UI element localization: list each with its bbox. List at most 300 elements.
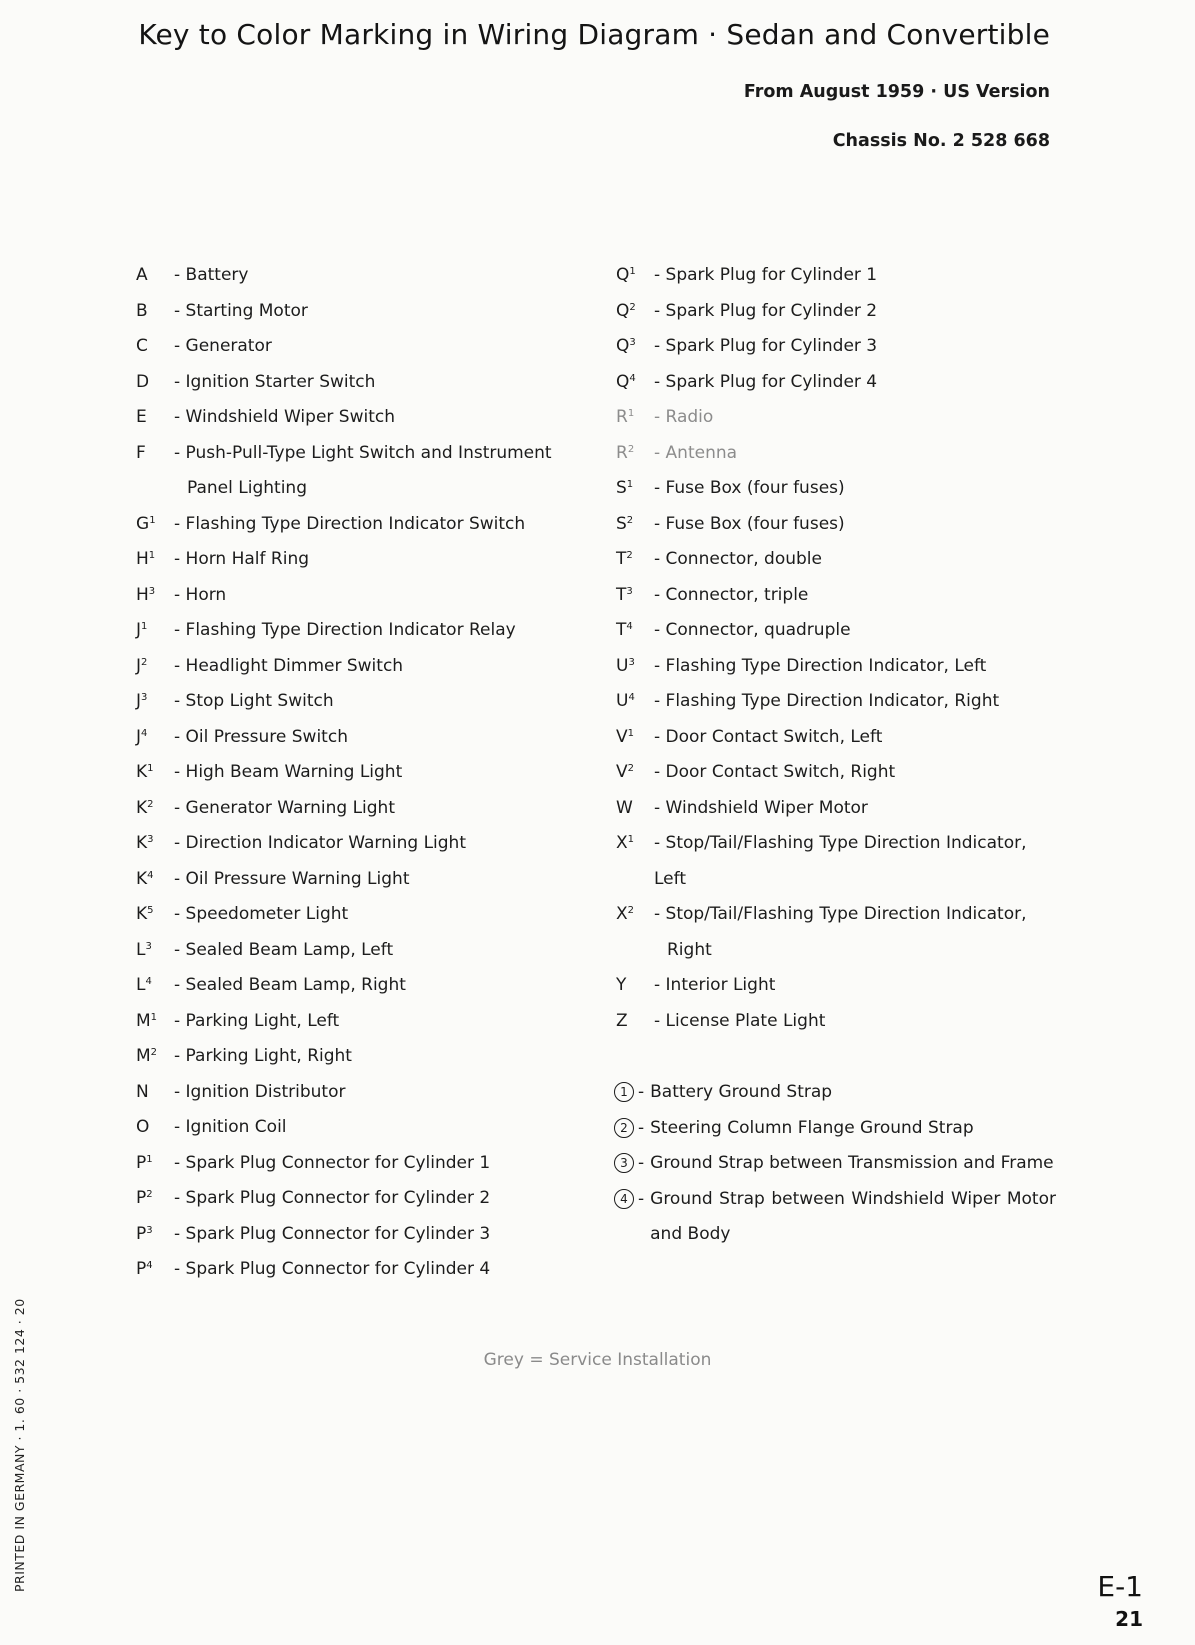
legend-entry bbox=[136, 649, 596, 685]
legend-entry bbox=[136, 1004, 596, 1040]
entry-code bbox=[616, 294, 654, 330]
entry-letter: W bbox=[616, 797, 633, 818]
entry-label bbox=[174, 862, 596, 898]
ground-strap-label: Battery Ground Strap bbox=[650, 1082, 833, 1102]
entry-letter: Q bbox=[616, 371, 630, 392]
legend-entry bbox=[616, 897, 1056, 968]
entry-superscript: 3 bbox=[141, 692, 148, 703]
entry-code bbox=[136, 862, 174, 898]
entry-letter: P bbox=[136, 1188, 147, 1208]
ground-strap-entry bbox=[614, 1111, 1056, 1147]
entry-superscript: 1 bbox=[629, 266, 636, 277]
entry-label-text: - Stop Light Switch bbox=[174, 691, 334, 711]
page-title: Key to Color Marking in Wiring Diagram · Sedan and Convertible bbox=[138, 18, 1050, 51]
legend-entry bbox=[136, 1181, 596, 1217]
entry-label bbox=[174, 826, 596, 862]
entry-superscript: 2 bbox=[150, 1047, 158, 1058]
entry-letter: Z bbox=[616, 1010, 628, 1031]
legend-entry bbox=[616, 968, 1056, 1004]
entry-label bbox=[654, 436, 1056, 472]
entry-code bbox=[616, 471, 654, 507]
entry-letter: L bbox=[136, 939, 146, 960]
legend-entry bbox=[136, 897, 596, 933]
ground-strap-label: Ground Strap between Windshield Wiper Motor and Body bbox=[650, 1188, 1056, 1244]
legend-entry bbox=[616, 258, 1056, 294]
entry-label bbox=[654, 400, 1056, 436]
entry-code bbox=[136, 613, 174, 649]
entry-label bbox=[174, 968, 596, 1004]
legend-entry bbox=[136, 755, 596, 791]
entry-superscript: 3 bbox=[628, 656, 635, 668]
entry-label bbox=[174, 1252, 596, 1288]
entry-label-text: - Antenna bbox=[654, 442, 738, 463]
entry-code bbox=[616, 258, 654, 294]
ground-strap-entry bbox=[614, 1182, 1056, 1253]
entry-letter: D bbox=[136, 371, 150, 392]
grey-legend: Grey = Service Installation bbox=[483, 1350, 712, 1370]
entry-label bbox=[174, 1181, 596, 1217]
entry-superscript: 2 bbox=[627, 763, 635, 774]
entry-superscript: 3 bbox=[147, 834, 154, 845]
entry-letter: Q bbox=[616, 336, 630, 356]
entry-letter: O bbox=[136, 1117, 150, 1137]
entry-superscript: 5 bbox=[147, 905, 154, 916]
entry-label bbox=[654, 791, 1056, 827]
entry-label bbox=[654, 471, 1056, 507]
chassis-subtitle: Chassis No. 2 528 668 bbox=[832, 131, 1050, 151]
entry-letter: P bbox=[136, 1259, 147, 1279]
entry-label-text: - Parking Light, Right bbox=[174, 1046, 352, 1066]
entry-code bbox=[136, 542, 174, 578]
entry-code bbox=[136, 897, 174, 933]
entry-letter: V bbox=[616, 762, 628, 782]
legend-entry bbox=[616, 578, 1056, 614]
entry-label-text: - Oil Pressure Switch bbox=[174, 726, 348, 747]
page-code: E-1 bbox=[1097, 1570, 1143, 1603]
entry-label-text: - Stop/Tail/Flashing Type Direction Indicator, Left bbox=[654, 833, 1027, 889]
entry-label-text: - Radio bbox=[654, 407, 714, 427]
entry-label bbox=[654, 1004, 1056, 1040]
ground-strap-list bbox=[614, 1075, 1056, 1253]
entry-superscript: 2 bbox=[141, 656, 148, 668]
circled-number: 1 bbox=[614, 1082, 634, 1102]
entry-label bbox=[174, 400, 596, 436]
entry-label bbox=[174, 542, 596, 578]
entry-label-text: - Spark Plug for Cylinder 3 bbox=[654, 336, 878, 356]
entry-superscript: 1 bbox=[149, 514, 156, 526]
legend-entry bbox=[136, 1252, 596, 1288]
legend-entry bbox=[136, 684, 596, 720]
entry-superscript: 3 bbox=[626, 585, 633, 597]
entry-label bbox=[174, 1110, 596, 1146]
entry-label bbox=[174, 258, 596, 294]
entry-label-text: - Flashing Type Direction Indicator Switch bbox=[174, 513, 526, 534]
entry-letter: J bbox=[136, 620, 142, 640]
entry-label bbox=[174, 720, 596, 756]
entry-label bbox=[174, 933, 596, 969]
entry-superscript: 4 bbox=[147, 869, 154, 881]
entry-superscript: 1 bbox=[627, 727, 635, 739]
legend-entry bbox=[616, 1004, 1056, 1040]
entry-label bbox=[174, 791, 596, 827]
entry-label-text: - Spark Plug for Cylinder 2 bbox=[654, 300, 878, 321]
ground-strap-label: Steering Column Flange Ground Strap bbox=[650, 1117, 974, 1138]
legend-entry bbox=[616, 613, 1056, 649]
entry-code bbox=[136, 1217, 174, 1253]
entry-letter: X bbox=[616, 833, 628, 853]
entry-superscript: 4 bbox=[629, 372, 636, 384]
entry-dash: - bbox=[638, 1082, 645, 1102]
entry-label bbox=[654, 294, 1056, 330]
entry-label-text: - Horn Half Ring bbox=[174, 549, 310, 569]
entry-code bbox=[136, 968, 174, 1004]
entry-code bbox=[616, 400, 654, 436]
entry-label bbox=[654, 329, 1056, 365]
entry-label bbox=[654, 578, 1056, 614]
entry-code bbox=[136, 1110, 174, 1146]
legend-entry bbox=[136, 1039, 596, 1075]
page-number: 21 bbox=[1115, 1607, 1143, 1631]
entry-label bbox=[174, 329, 596, 365]
entry-label-text: - Windshield Wiper Switch bbox=[174, 407, 395, 427]
entry-label-text: - Ignition Distributor bbox=[174, 1081, 346, 1102]
entry-code bbox=[616, 897, 654, 933]
entry-label-text: - Ignition Coil bbox=[174, 1117, 287, 1137]
entry-label bbox=[174, 1217, 596, 1253]
entry-label-text: - Generator Warning Light bbox=[174, 797, 395, 818]
legend-entry bbox=[136, 826, 596, 862]
entry-label-text: - Door Contact Switch, Right bbox=[654, 762, 896, 782]
entry-label-text: - Connector, quadruple bbox=[654, 620, 851, 640]
legend-entry bbox=[616, 436, 1056, 472]
entry-superscript: 1 bbox=[148, 550, 156, 561]
entry-letter: X bbox=[616, 904, 628, 924]
legend-entry bbox=[136, 933, 596, 969]
entry-dash: - bbox=[638, 1117, 645, 1138]
legend-entry bbox=[136, 507, 596, 543]
component-list-right bbox=[616, 258, 1056, 1039]
entry-label bbox=[654, 258, 1056, 294]
legend-entry bbox=[136, 400, 596, 436]
entry-letter: N bbox=[136, 1081, 149, 1102]
entry-label-text: - Push-Pull-Type Light Switch and Instrument bbox=[174, 442, 552, 463]
entry-superscript: 3 bbox=[148, 585, 156, 597]
legend-entry bbox=[616, 755, 1056, 791]
entry-label-text: - Battery bbox=[174, 265, 249, 285]
legend-entry bbox=[136, 1217, 596, 1253]
entry-label bbox=[654, 755, 1056, 791]
entry-label-text: - Stop/Tail/Flashing Type Direction Indicator, bbox=[654, 904, 1027, 924]
entry-superscript: 4 bbox=[626, 621, 633, 632]
legend-entry bbox=[616, 400, 1056, 436]
entry-code bbox=[136, 578, 174, 614]
entry-letter: T bbox=[616, 549, 627, 569]
entry-label bbox=[654, 968, 1056, 1004]
entry-label-continuation: Panel Lighting bbox=[187, 478, 307, 498]
entry-dash: - bbox=[638, 1188, 645, 1209]
entry-superscript: 2 bbox=[627, 905, 635, 916]
entry-label bbox=[654, 365, 1056, 401]
circled-number: 3 bbox=[614, 1153, 634, 1173]
legend-entry bbox=[136, 258, 596, 294]
entry-letter: U bbox=[616, 691, 629, 711]
entry-code bbox=[616, 791, 654, 827]
entry-superscript: 4 bbox=[628, 692, 635, 703]
entry-letter: G bbox=[136, 513, 150, 534]
legend-entry bbox=[136, 791, 596, 827]
entry-label-text: - Starting Motor bbox=[174, 300, 308, 321]
legend-entry bbox=[616, 791, 1056, 827]
entry-letter: P bbox=[136, 1223, 147, 1244]
printed-in-germany-note: PRINTED IN GERMANY · 1. 60 · 532 124 · 20 bbox=[12, 1298, 27, 1592]
entry-code bbox=[616, 684, 654, 720]
entry-code bbox=[136, 1146, 174, 1182]
entry-code bbox=[616, 968, 654, 1004]
entry-superscript: 1 bbox=[141, 621, 148, 632]
entry-code bbox=[616, 436, 654, 472]
legend-entry bbox=[136, 542, 596, 578]
entry-label bbox=[654, 826, 1056, 897]
entry-letter: V bbox=[616, 726, 628, 747]
entry-label-text: - Door Contact Switch, Left bbox=[654, 726, 883, 747]
entry-label bbox=[654, 897, 1056, 968]
legend-entry bbox=[616, 542, 1056, 578]
entry-label-text: - Parking Light, Left bbox=[174, 1010, 340, 1031]
entry-label bbox=[654, 720, 1056, 756]
entry-label bbox=[654, 613, 1056, 649]
entry-label-text: - Sealed Beam Lamp, Left bbox=[174, 939, 394, 960]
entry-letter: S bbox=[616, 478, 627, 498]
entry-code bbox=[136, 933, 174, 969]
entry-label bbox=[174, 1039, 596, 1075]
entry-label-text: - Generator bbox=[174, 336, 272, 356]
entry-label bbox=[654, 649, 1056, 685]
entry-letter: C bbox=[136, 336, 148, 356]
entry-label-text: - Spark Plug Connector for Cylinder 4 bbox=[174, 1259, 491, 1279]
legend-entry bbox=[136, 968, 596, 1004]
legend-entry bbox=[136, 1075, 596, 1111]
entry-label bbox=[174, 578, 596, 614]
entry-label bbox=[174, 294, 596, 330]
entry-superscript: 1 bbox=[147, 763, 154, 774]
entry-label-text: - Spark Plug for Cylinder 4 bbox=[654, 371, 878, 392]
entry-superscript: 1 bbox=[626, 479, 634, 490]
legend-entry bbox=[136, 294, 596, 330]
entry-label-text: - Sealed Beam Lamp, Right bbox=[174, 975, 406, 995]
entry-label-text: - Interior Light bbox=[654, 975, 776, 995]
entry-code bbox=[616, 755, 654, 791]
entry-letter: S bbox=[616, 513, 627, 534]
legend-entry bbox=[616, 684, 1056, 720]
entry-letter: J bbox=[136, 726, 142, 747]
ground-strap-label: Ground Strap between Transmission and Frame bbox=[650, 1153, 1054, 1173]
entry-letter: M bbox=[136, 1046, 151, 1066]
entry-code bbox=[136, 294, 174, 330]
entry-code bbox=[136, 1075, 174, 1111]
entry-superscript: 4 bbox=[141, 727, 148, 739]
entry-superscript: 1 bbox=[627, 834, 635, 845]
entry-code bbox=[136, 1039, 174, 1075]
legend-entry bbox=[616, 720, 1056, 756]
entry-letter: Q bbox=[616, 265, 630, 285]
circled-number: 2 bbox=[614, 1118, 634, 1138]
entry-label-text: - Flashing Type Direction Indicator Relay bbox=[174, 620, 516, 640]
entry-letter: H bbox=[136, 584, 149, 605]
circled-number: 4 bbox=[614, 1189, 634, 1209]
entry-label-text: - Spark Plug for Cylinder 1 bbox=[654, 265, 878, 285]
entry-superscript: 3 bbox=[629, 337, 636, 348]
entry-label-text: - Speedometer Light bbox=[174, 904, 349, 924]
entry-letter: Q bbox=[616, 300, 630, 321]
entry-code bbox=[616, 507, 654, 543]
entry-letter: J bbox=[136, 691, 142, 711]
entry-label bbox=[174, 436, 596, 507]
entry-label-text: - Direction Indicator Warning Light bbox=[174, 833, 466, 853]
legend-entry bbox=[136, 578, 596, 614]
entry-letter: U bbox=[616, 655, 629, 676]
component-list-left bbox=[136, 258, 596, 1288]
entry-label-text: - Headlight Dimmer Switch bbox=[174, 655, 404, 676]
entry-label-text: - License Plate Light bbox=[654, 1010, 826, 1031]
entry-code bbox=[136, 400, 174, 436]
entry-label-text: - Oil Pressure Warning Light bbox=[174, 868, 410, 889]
legend-entry bbox=[616, 329, 1056, 365]
entry-label-text: - Fuse Box (four fuses) bbox=[654, 478, 845, 498]
entry-label bbox=[174, 1146, 596, 1182]
entry-letter: K bbox=[136, 868, 148, 889]
entry-superscript: 2 bbox=[626, 514, 634, 526]
entry-label-text: - Spark Plug Connector for Cylinder 1 bbox=[174, 1152, 491, 1173]
entry-label bbox=[654, 542, 1056, 578]
legend-entry bbox=[616, 294, 1056, 330]
legend-entry bbox=[136, 1146, 596, 1182]
entry-superscript: 1 bbox=[627, 408, 635, 419]
entry-label bbox=[654, 507, 1056, 543]
entry-code bbox=[136, 258, 174, 294]
entry-superscript: 2 bbox=[146, 1189, 153, 1200]
entry-code bbox=[136, 1181, 174, 1217]
entry-label-text: - Horn bbox=[174, 584, 227, 605]
entry-code bbox=[616, 578, 654, 614]
entry-code bbox=[616, 1004, 654, 1040]
entry-label bbox=[174, 365, 596, 401]
entry-letter: M bbox=[136, 1010, 151, 1031]
entry-code bbox=[136, 791, 174, 827]
entry-code bbox=[616, 826, 654, 862]
entry-label-text: - Connector, double bbox=[654, 549, 822, 569]
entry-letter: T bbox=[616, 584, 627, 605]
legend-entry bbox=[136, 720, 596, 756]
entry-letter: F bbox=[136, 442, 146, 463]
entry-label-text: - Flashing Type Direction Indicator, Right bbox=[654, 691, 1000, 711]
entry-label bbox=[174, 649, 596, 685]
ground-strap-entry bbox=[614, 1075, 1056, 1111]
legend-entry bbox=[616, 365, 1056, 401]
entry-code bbox=[136, 329, 174, 365]
entry-letter: H bbox=[136, 549, 149, 569]
legend-entry bbox=[136, 436, 596, 507]
entry-label-text: - Windshield Wiper Motor bbox=[654, 797, 868, 818]
entry-letter: K bbox=[136, 762, 148, 782]
entry-code bbox=[136, 684, 174, 720]
entry-code bbox=[136, 826, 174, 862]
entry-code bbox=[616, 613, 654, 649]
entry-label bbox=[174, 613, 596, 649]
legend-entry bbox=[616, 507, 1056, 543]
entry-letter: R bbox=[616, 407, 628, 427]
legend-entry bbox=[136, 1110, 596, 1146]
legend-entry bbox=[136, 613, 596, 649]
entry-code bbox=[616, 365, 654, 401]
entry-letter: Y bbox=[616, 975, 627, 995]
ground-strap-entry bbox=[614, 1146, 1056, 1182]
entry-label-text: - Connector, triple bbox=[654, 584, 809, 605]
entry-dash: - bbox=[638, 1153, 645, 1173]
legend-entry bbox=[616, 826, 1056, 897]
entry-superscript: 2 bbox=[626, 550, 633, 561]
legend-entry bbox=[136, 365, 596, 401]
entry-letter: R bbox=[616, 442, 628, 463]
entry-superscript: 4 bbox=[146, 1260, 153, 1271]
entry-label-text: - Fuse Box (four fuses) bbox=[654, 513, 845, 534]
entry-letter: A bbox=[136, 265, 148, 285]
entry-code bbox=[616, 542, 654, 578]
entry-letter: B bbox=[136, 300, 148, 321]
entry-superscript: 4 bbox=[145, 976, 152, 987]
legend-entry bbox=[136, 329, 596, 365]
entry-superscript: 2 bbox=[627, 443, 635, 455]
entry-code bbox=[136, 649, 174, 685]
version-subtitle: From August 1959 · US Version bbox=[743, 82, 1050, 102]
entry-code bbox=[616, 720, 654, 756]
entry-letter: L bbox=[136, 975, 146, 995]
entry-code bbox=[136, 755, 174, 791]
entry-code bbox=[136, 1004, 174, 1040]
entry-code bbox=[136, 1252, 174, 1288]
entry-superscript: 1 bbox=[146, 1153, 153, 1165]
legend-entry bbox=[136, 862, 596, 898]
entry-label-text: - Spark Plug Connector for Cylinder 3 bbox=[174, 1223, 491, 1244]
entry-letter: P bbox=[136, 1152, 147, 1173]
entry-label-text: - Flashing Type Direction Indicator, Left bbox=[654, 655, 987, 676]
entry-code bbox=[136, 507, 174, 543]
entry-code bbox=[136, 720, 174, 756]
entry-label-text: - Spark Plug Connector for Cylinder 2 bbox=[174, 1188, 491, 1208]
legend-entry bbox=[616, 649, 1056, 685]
entry-superscript: 3 bbox=[146, 1224, 153, 1236]
entry-label-text: - Ignition Starter Switch bbox=[174, 371, 376, 392]
entry-label-text: - High Beam Warning Light bbox=[174, 762, 403, 782]
entry-label-continuation: Right bbox=[667, 939, 712, 960]
entry-code bbox=[616, 329, 654, 365]
entry-letter: J bbox=[136, 655, 142, 676]
entry-code bbox=[616, 649, 654, 685]
entry-label bbox=[174, 755, 596, 791]
legend-entry bbox=[616, 471, 1056, 507]
entry-superscript: 2 bbox=[629, 301, 636, 313]
entry-label bbox=[174, 1075, 596, 1111]
entry-superscript: 2 bbox=[147, 798, 154, 810]
entry-code bbox=[136, 365, 174, 401]
entry-label bbox=[174, 897, 596, 933]
entry-superscript: 1 bbox=[150, 1011, 158, 1023]
entry-letter: K bbox=[136, 797, 148, 818]
entry-letter: T bbox=[616, 620, 627, 640]
entry-label bbox=[174, 507, 596, 543]
entry-label bbox=[174, 1004, 596, 1040]
entry-code bbox=[136, 436, 174, 472]
entry-label bbox=[174, 684, 596, 720]
